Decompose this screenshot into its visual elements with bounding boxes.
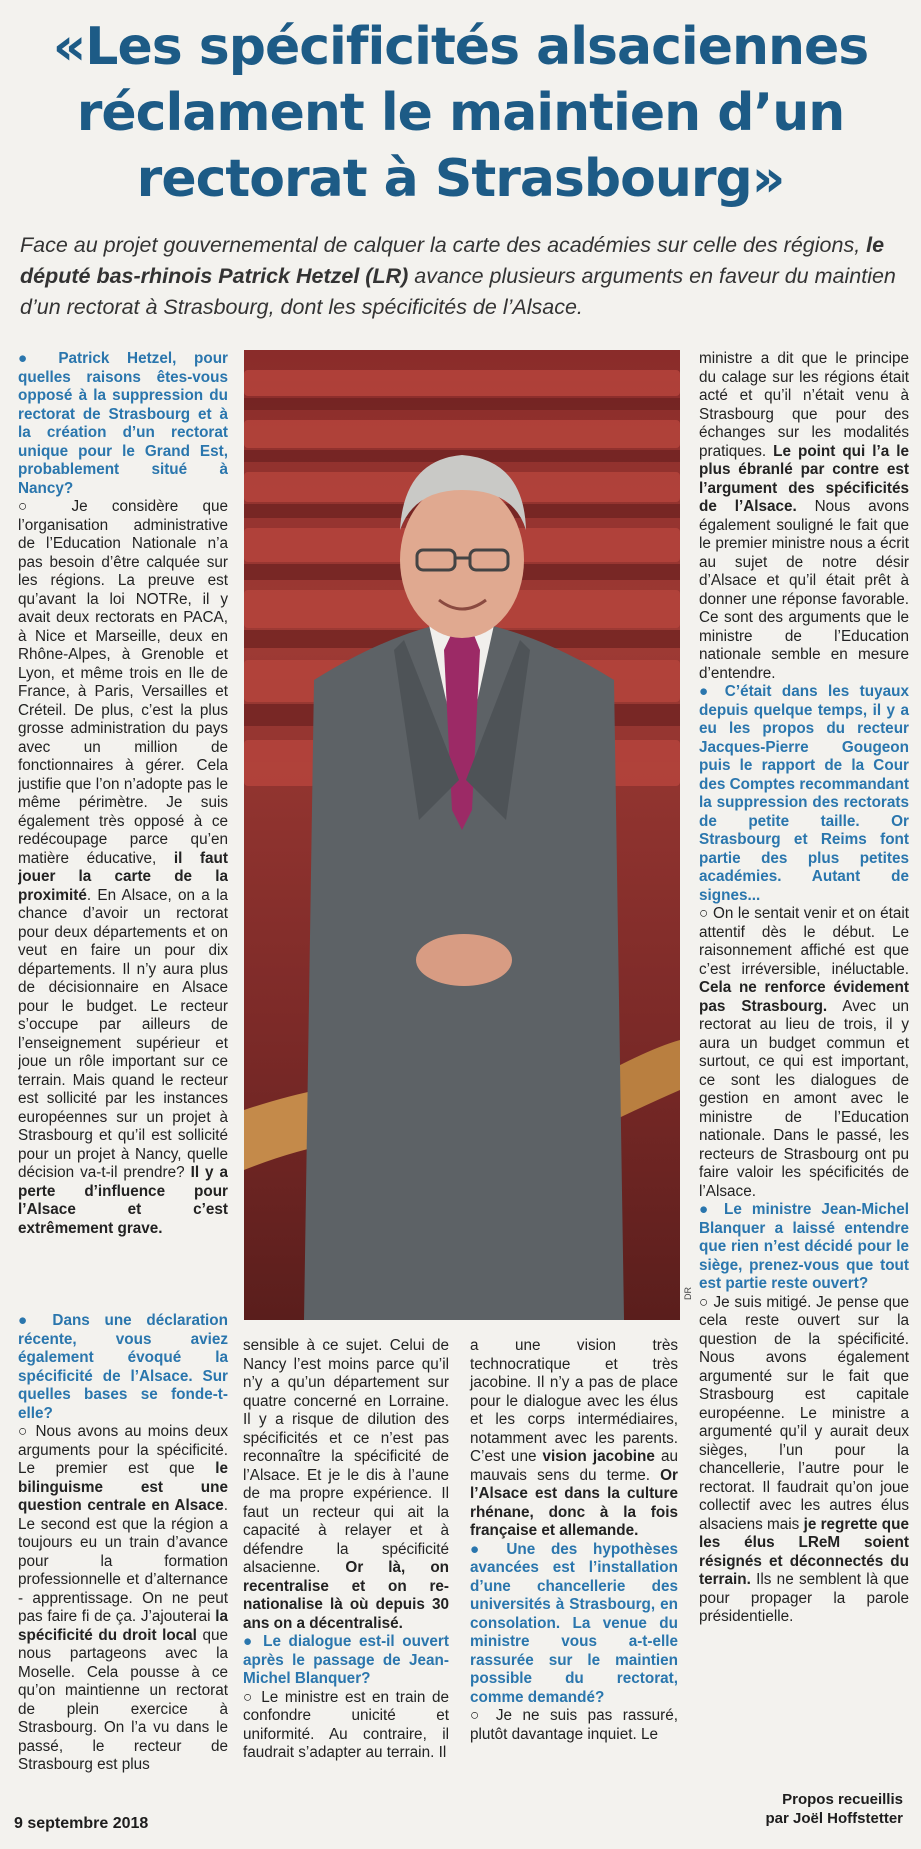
answer-5-bold-1: Cela ne renforce évidement pas Strasbourg. bbox=[699, 979, 909, 1015]
answer-1-bold-2: Il y a perte d’influence pour l’Alsace et c’est extrêmement grave. bbox=[18, 1164, 228, 1237]
answer-6-bold-1: je regrette que les élus LReM soient résignés et déconnectés du terrain. bbox=[699, 1515, 909, 1588]
col3-bold-1: vision jacobine bbox=[542, 1448, 655, 1465]
answer-2-text-1: Nous avons au moins deux arguments pour la spécificité. Le premier est que bbox=[18, 1423, 228, 1477]
photo-credit: DR bbox=[683, 1287, 693, 1300]
headline: «Les spécificités alsaciennes réclament le maintien d’un rectorat à Strasbourg» bbox=[52, 17, 869, 209]
signature bbox=[765, 1790, 903, 1828]
answer-2-bold-1: le bilinguisme est une question centrale en Alsace bbox=[18, 1460, 228, 1514]
col4-text-1: ministre a dit que le principe du calage sur les régions était acté et qu’il n’était venu à Strasbourg que pour des échanges sur les modalités pratiques. bbox=[699, 350, 909, 460]
col4-bold-1: Le point qui l’a le plus ébranlé par contre est l’argument des spécificités de l’Alsace. bbox=[699, 442, 909, 515]
signature-line-1: Propos recueillis bbox=[782, 1791, 903, 1808]
column-3 bbox=[470, 1337, 678, 1744]
answer-2-bold-2: la spécificité du droit local bbox=[18, 1608, 228, 1644]
column-4-text bbox=[699, 350, 909, 683]
answer-2 bbox=[18, 1423, 228, 1775]
col3-text-2: au mauvais sens du terme. bbox=[470, 1448, 678, 1484]
column-2-text bbox=[243, 1337, 449, 1633]
answer-2-text-3: que nous partageons avec la Moselle. Cela pousse à ce qu’on maintienne un rectorat de plein exercice à Strasbourg. On l’a vu dans le passé, le recteur de Strasbourg est plus bbox=[18, 1626, 228, 1773]
column-1-continued bbox=[18, 1312, 228, 1775]
answer-5 bbox=[699, 905, 909, 1201]
photo-patrick-hetzel bbox=[244, 350, 680, 1320]
publication-date: 9 septembre 2018 bbox=[14, 1815, 149, 1832]
col2-text-1: sensible à ce sujet. Celui de Nancy l’est moins parce qu’il n’y a qu’un département sur quatre concerné en Lorraine. Il y a risque de dilution des spécificités et ce n’est pas reconnaître la spécificité de l’Alsace. Et je le dis à l’aune de ma propre expérience. Il faut un recteur qui ait la capacité à relayer et à défendre la spécificité alsacienne. bbox=[243, 1337, 449, 1576]
answer-2-text-2: . Le second est que la région a toujours eu un train d’avance pour la formation professionnelle et d’alternance - apprentissage. On ne peut pas faire fi de ça. J’ajouterai bbox=[18, 1497, 228, 1625]
question-2: ● Dans une déclaration récente, vous aviez également évoqué la spécificité de l’Alsace. Sur quelles bases se fonde-t-elle? bbox=[18, 1312, 228, 1423]
lede-part2: avance plusieurs arguments en faveur du maintien d’un rectorat à Strasbourg, dont les spécificités de l’Alsace. bbox=[20, 264, 896, 319]
question-4: ● Une des hypothèses avancées est l’installation d’une chancellerie des universités à Strasbourg, en consolation. La venue du ministre vous a-t-elle rassurée sur le maintien possible du rectorat, comme demandé? bbox=[470, 1541, 678, 1708]
question-6: ● Le ministre Jean-Michel Blanquer a laissé entendre que rien n’est décidé pour le siège, prenez-vous que tout est partie reste ouvert? bbox=[699, 1201, 909, 1294]
col3-text-1: a une vision très technocratique et très jacobine. Il n’y a pas de place pour le dialogue avec les élus et les corps intermédiaires, notamment avec les parents. C’est une bbox=[470, 1337, 678, 1465]
question-1: ● Patrick Hetzel, pour quelles raisons êtes-vous opposé à la suppression du rectorat de Strasbourg et à la création d’un rectorat unique pour le Grand Est, probablement situé à Nancy? bbox=[18, 350, 228, 498]
column-3-text bbox=[470, 1337, 678, 1541]
lede-bold: le député bas-rhinois Patrick Hetzel (LR) bbox=[20, 233, 885, 288]
answer-3: ○ Le ministre est en train de confondre unicité et uniformité. Au contraire, il faudrait s’adapter au terrain. Il bbox=[243, 1689, 449, 1763]
answer-1-bold-1: il faut jouer la carte de la proximité bbox=[18, 849, 228, 904]
column-1 bbox=[18, 350, 228, 1310]
lede bbox=[20, 230, 910, 323]
answer-5-text-1: On le sentait venir et on était attentif dès le début. Le raisonnement affiché est que c’est irréversible, inéluctable. bbox=[699, 905, 909, 978]
col3-bold-2: Or l’Alsace est dans la culture rhénane, donc à la fois française et allemande. bbox=[470, 1466, 678, 1539]
question-3: ● Le dialogue est-il ouvert après le passage de Jean-Michel Blanquer? bbox=[243, 1633, 449, 1689]
answer-1 bbox=[18, 498, 228, 1238]
answer-5-text-2: Avec un rectorat au lieu de trois, il y aura un budget commun et surtout, ce qui est important, ce sont les dialogues de gestion en amont avec le ministre de l’Education nationale. Dans le passé, les recteurs de Strasbourg ont pu faire valoir les spécificités de l’Alsace. bbox=[699, 997, 910, 1200]
answer-1-text-2: . En Alsace, on a la chance d’avoir un rectorat pour deux départements et on veut en faire un pour dix départements. Il n’y aura plus de décisionnaire en Alsace pour le budget. Le recteur s’occupe par ailleurs de l’enseignement supérieur et joue un rôle important sur ce terrain. Mais quand le recteur est sollicité par les instances européennes sur un projet à Strasbourg et qu’il est sollicité pour un projet à Nancy, quelle décision va-t-il prendre? bbox=[18, 886, 228, 1181]
lede-part1: Face au projet gouvernemental de calquer la carte des académies sur celle des régions, bbox=[20, 233, 867, 257]
answer-6-text-1: Je suis mitigé. Je pense que cela reste ouvert sur la question de la spécificité. Nous avons également argumenté sur le fait que Strasbourg est capitale européenne. Le ministre a argumenté qu’il y aurait deux sièges, l’un pour la chancellerie, l’autre pour le rectorat. Il faudrait qu’on joue collectif avec les autres élus alsaciens mais bbox=[699, 1293, 909, 1533]
question-5: ● C’était dans les tuyaux depuis quelque temps, il y a eu les propos du recteur Jacques-Pierre Gougeon puis le rapport de la Cour des Comptes recommandant la suppression des rectorats de petite taille. Or Strasbourg et Reims font partie des plus petites académies. Autant de signes... bbox=[699, 683, 909, 905]
col2-bold-1: Or là, on recentralise et on re-nationalise là où depuis 30 ans on a décentralisé. bbox=[243, 1559, 450, 1632]
col4-text-2: Nous avons également souligné le fait que le premier ministre nous a écrit au sujet de notre désir d’Alsace et qu’il était prêt à donner une réponse favorable. Ce sont des arguments que le ministre de l’Education nationale semble en mesure d’entendre. bbox=[699, 498, 909, 682]
signature-line-2: par Joël Hoffstetter bbox=[765, 1810, 903, 1827]
column-4 bbox=[699, 350, 909, 1627]
answer-1-text-1: Je considère que l’organisation administrative de l’Education Nationale n’a pas besoin d’être calquée sur les régions. La preuve est qu’avant la loi NOTRe, il y avait deux rectorats en PACA, à Nice et Marseille, deux en Rhône-Alpes, à Grenoble et Lyon, et même trois en Ile de France, à Paris, Versailles et Créteil. De plus, c’est la plus grosse administration du pays avec un million de fonctionnaires à gérer. Cela justifie que l’on n’adopte pas le même périmètre. Je suis également très opposé à ce redécoupage parce qu’en matière éducative, bbox=[18, 498, 228, 867]
answer-6 bbox=[699, 1294, 909, 1627]
column-2 bbox=[243, 1337, 449, 1763]
answer-4: ○ Je ne suis pas rassuré, plutôt davantage inquiet. Le bbox=[470, 1707, 678, 1744]
answer-6-text-2: Ils ne semblent là que pour propager la parole présidentielle. bbox=[699, 1571, 909, 1625]
photo-illustration bbox=[244, 350, 680, 1320]
